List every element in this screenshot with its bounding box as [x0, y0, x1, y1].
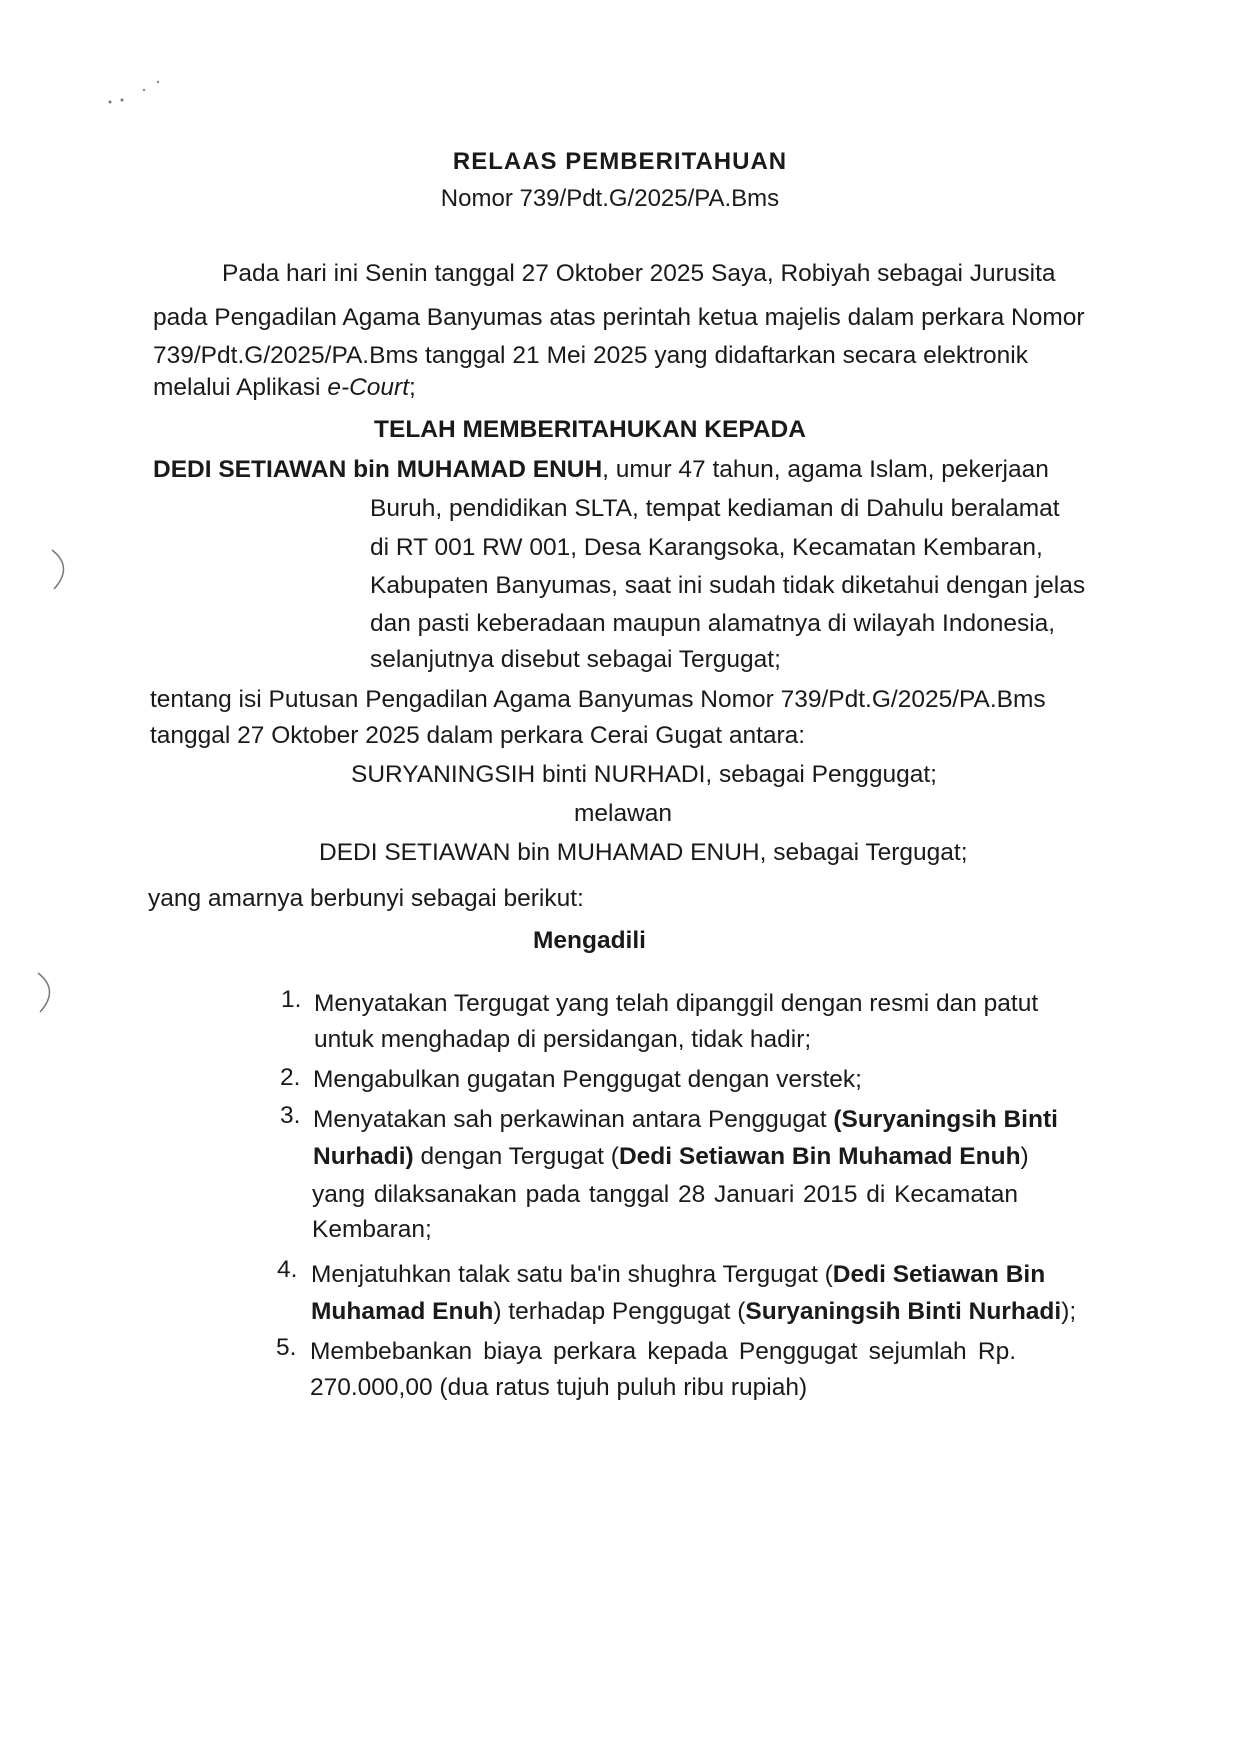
item-4-line-2: Muhamad Enuh) terhadap Penggugat (Suryaningsih Binti Nurhadi); — [311, 1298, 1077, 1325]
document-title: RELAAS PEMBERITAHUAN — [452, 148, 788, 175]
item-5-number: 5. — [276, 1334, 297, 1361]
about-line-2: tanggal 27 Oktober 2025 dalam perkara Cerai Gugat antara: — [150, 722, 806, 749]
recipient-line-3: di RT 001 RW 001, Desa Karangsoka, Kecamatan Kembaran, — [370, 534, 1043, 561]
item-3-line-4: Kembaran; — [312, 1216, 432, 1243]
hole-punch-mark-top — [40, 545, 80, 595]
item-3-line-1: Menyatakan sah perkawinan antara Penggugat (Suryaningsih Binti — [313, 1106, 1058, 1133]
defendant-line: DEDI SETIAWAN bin MUHAMAD ENUH, sebagai Tergugat; — [319, 839, 968, 866]
hole-punch-mark-bottom — [28, 968, 68, 1018]
recipient-line-4: Kabupaten Banyumas, saat ini sudah tidak diketahui dengan jelas — [370, 572, 1086, 599]
intro-line-4: melalui Aplikasi e-Court; — [153, 374, 416, 401]
intro-line-2: pada Pengadilan Agama Banyumas atas perintah ketua majelis dalam perkara Nomor — [153, 304, 1085, 331]
recipient-line-2: Buruh, pendidikan SLTA, tempat kediaman di Dahulu beralamat — [370, 495, 1060, 522]
item-3-number: 3. — [280, 1102, 301, 1129]
recipient-line-5: dan pasti keberadaan maupun alamatnya di wilayah Indonesia, — [370, 610, 1056, 637]
document-number: Nomor 739/Pdt.G/2025/PA.Bms — [440, 185, 780, 212]
intro-line-3: 739/Pdt.G/2025/PA.Bms tanggal 21 Mei 2025 yang didaftarkan secara elektronik — [153, 342, 1028, 369]
item-5-line-1: Membebankan biaya perkara kepada Penggugat sejumlah Rp. — [310, 1338, 1016, 1365]
item-3-line-2: Nurhadi) dengan Tergugat (Dedi Setiawan Bin Muhamad Enuh) — [313, 1143, 1029, 1170]
intro-line-1: Pada hari ini Senin tanggal 27 Oktober 2025 Saya, Robiyah sebagai Jurusita — [222, 260, 1056, 287]
item-4-number: 4. — [277, 1256, 298, 1283]
item-5-line-2: 270.000,00 (dua ratus tujuh puluh ribu rupiah) — [310, 1374, 808, 1401]
item-3-line-3: yang dilaksanakan pada tanggal 28 Januari 2015 di Kecamatan — [312, 1181, 1018, 1208]
recipient-name: DEDI SETIAWAN bin MUHAMAD ENUH — [153, 456, 603, 483]
item-1-line-1: Menyatakan Tergugat yang telah dipanggil dengan resmi dan patut — [314, 990, 1039, 1017]
ecourt-italic: e-Court — [327, 374, 410, 401]
plaintiff-line: SURYANINGSIH binti NURHADI, sebagai Penggugat; — [351, 761, 937, 788]
about-line-1: tentang isi Putusan Pengadilan Agama Banyumas Nomor 739/Pdt.G/2025/PA.Bms — [150, 686, 1046, 713]
item-1-line-2: untuk menghadap di persidangan, tidak hadir; — [314, 1026, 812, 1053]
verdict-intro: yang amarnya berbunyi sebagai berikut: — [148, 885, 584, 912]
item-2-line-1: Mengabulkan gugatan Penggugat dengan verstek; — [313, 1066, 862, 1093]
recipient-line-6: selanjutnya disebut sebagai Tergugat; — [370, 646, 781, 673]
item-1-number: 1. — [281, 986, 302, 1013]
versus-line: melawan — [574, 800, 673, 827]
scan-artifact — [100, 70, 180, 120]
notify-heading: TELAH MEMBERITAHUKAN KEPADA — [374, 416, 806, 443]
verdict-heading: Mengadili — [533, 927, 646, 954]
recipient-line-1: DEDI SETIAWAN bin MUHAMAD ENUH, umur 47 tahun, agama Islam, pekerjaan — [153, 456, 1049, 483]
item-2-number: 2. — [280, 1064, 301, 1091]
item-4-line-1: Menjatuhkan talak satu ba'in shughra Tergugat (Dedi Setiawan Bin — [311, 1261, 1046, 1288]
